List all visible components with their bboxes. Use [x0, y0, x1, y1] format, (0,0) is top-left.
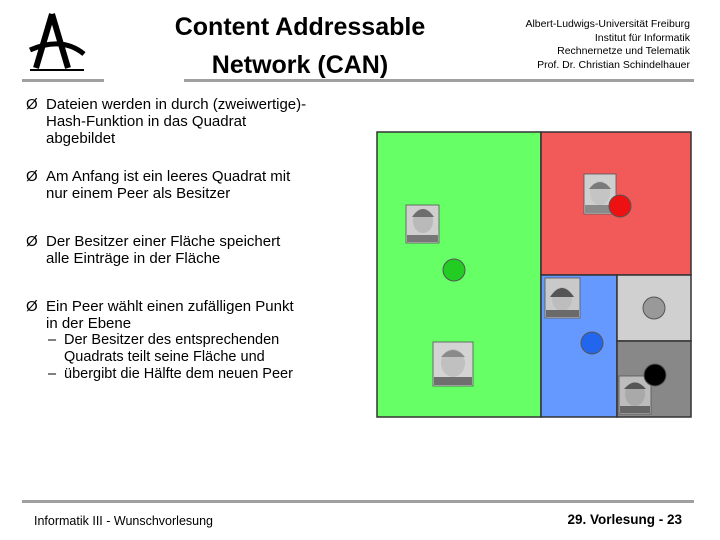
bullet-line: Hash-Funktion in das Quadrat	[46, 113, 247, 130]
footer-course: Informatik III - Wunschvorlesung	[34, 514, 214, 528]
bullet-line: Dateien werden in durch (zweiwertige)-	[46, 96, 307, 113]
footer-page-number: 29. Vorlesung - 23	[567, 512, 682, 527]
bullet-line: Am Anfang ist ein leeres Quadrat mit	[46, 168, 291, 185]
bullet-item	[26, 298, 366, 332]
peer-photo-avatar	[433, 342, 473, 386]
bullet-line: abgebildet	[46, 130, 116, 147]
bullet-line: Der Besitzer einer Fläche speichert	[46, 233, 281, 250]
red-peer	[609, 195, 631, 217]
sub-bullet-list	[26, 332, 366, 383]
peer-photo-avatar	[545, 278, 580, 318]
bullet-item	[26, 233, 366, 267]
sub-bullet-dash: –	[48, 366, 57, 382]
institution-line: Prof. Dr. Christian Schindelhauer	[537, 58, 690, 71]
bullet-arrow-icon: Ø	[26, 168, 38, 185]
sub-bullet-line: übergibt die Hälfte dem neuen Peer	[64, 366, 293, 382]
peer-photo-avatar	[406, 205, 439, 243]
header-divider-right	[184, 79, 694, 82]
header-divider-left	[22, 79, 104, 82]
title-line-2: Network (CAN)	[211, 51, 389, 79]
sub-bullet-line: Quadrats teilt seine Fläche und	[64, 349, 265, 365]
sub-bullet-dash: –	[48, 332, 57, 348]
page-title	[130, 8, 470, 84]
bullet-line: in der Ebene	[46, 315, 132, 332]
bullet-arrow-icon: Ø	[26, 233, 38, 250]
bullet-arrow-icon: Ø	[26, 298, 38, 315]
bullet-line: Ein Peer wählt einen zufälligen Punkt	[46, 298, 294, 315]
institution-line: Albert-Ludwigs-Universität Freiburg	[525, 18, 690, 30]
bullet-item	[26, 168, 366, 202]
institution-line: Rechnernetze und Telematik	[557, 45, 690, 57]
blue-peer	[581, 332, 603, 354]
bullet-list	[26, 96, 366, 383]
bullet-arrow-icon: Ø	[26, 96, 38, 113]
bullet-item	[26, 96, 366, 147]
bullet-line: alle Einträge in der Fläche	[46, 250, 221, 267]
institution-line: Institut für Informatik	[594, 31, 690, 44]
institution-block	[470, 18, 690, 72]
can-partition-diagram	[376, 131, 692, 418]
bullet-line: nur einem Peer als Besitzer	[46, 185, 231, 202]
university-logo	[22, 8, 102, 78]
green-peer	[443, 259, 465, 281]
sub-bullet-item	[26, 332, 366, 366]
title-line-1: Content Addressable	[174, 13, 426, 41]
footer-divider	[22, 500, 694, 503]
gray-peer	[643, 297, 665, 319]
sub-bullet-line: Der Besitzer des entsprechenden	[64, 332, 280, 348]
black-peer	[644, 364, 666, 386]
sub-bullet-item	[26, 366, 366, 383]
